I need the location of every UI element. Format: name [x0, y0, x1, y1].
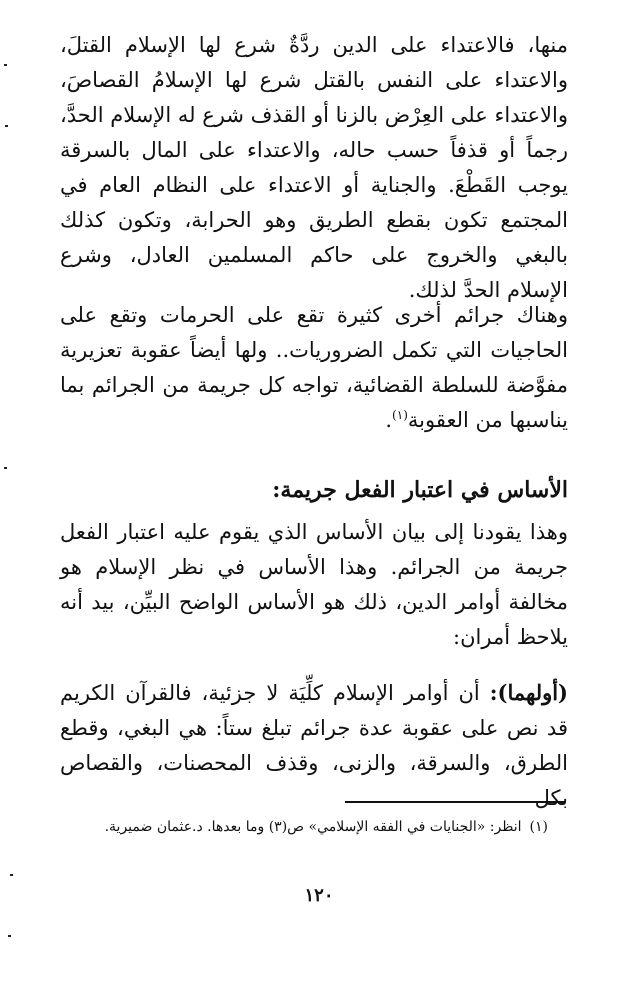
footnote-text: انظر: «الجنايات في الفقه الإسلامي» ص(٣) وما بعدها. د.عثمان ضميرية.	[104, 819, 522, 835]
paragraph-text-main: أن أوامر الإسلام كلِّيَة لا جزئية، فالقرآن الكريم قد نص على عقوبة عدة جرائم تبلغ ستاً: هي البغي، وقطع الطرق، والسرقة، والزنى، وقذف المحصنات، والقصاص بكل	[60, 681, 568, 810]
scan-speck	[4, 64, 7, 66]
paragraph-text	[60, 298, 568, 438]
footnote-number: (١)	[529, 819, 548, 835]
paragraph-text	[60, 675, 568, 816]
footnote-reference[interactable]: (١)	[392, 408, 408, 422]
body-paragraph-4	[60, 675, 568, 816]
scan-speck	[10, 874, 13, 876]
footnote-divider	[345, 801, 565, 803]
paragraph-text: منها، فالاعتداء على الدين ردَّةٌ شرع لها الإسلام القتلَ، والاعتداء على النفس بالقتل شرع لها الإسلامُ القصاصَ، والاعتداء على العِرْض بالزنا أو القذف شرع له الإسلام الحدَّ، رجماً أو قذفاً حسب حاله، والاعتداء على المال بالسرقة يوجب القَطْعَ. والجناية أو الاعتداء على النظام العام في المجتمع تكون بقطع الطريق وهو الحرابة، وتكون كذلك بالبغي والخروج على حاكم المسلمين العادل، وشرع الإسلام الحدَّ لذلك.	[60, 33, 568, 302]
body-paragraph-3	[60, 515, 568, 655]
body-paragraph-2	[60, 298, 568, 438]
scan-speck	[5, 125, 8, 127]
section-heading: الأساس في اعتبار الفعل جريمة:	[272, 477, 568, 503]
paragraph-text-main: وهناك جرائم أخرى كثيرة تقع على الحرمات وتقع على الحاجيات التي تكمل الضروريات.. ولها أيضاً عقوبة تعزيرية مفوَّضة للسلطة القضائية، تواجه كل جريمة من الجرائم بما يناسبها من العقوبة	[60, 303, 568, 432]
paragraph-lead: (أولهما):	[489, 680, 568, 705]
page-number: ١٢٠	[304, 885, 334, 906]
scan-speck	[8, 935, 11, 937]
body-paragraph-1	[60, 28, 568, 308]
paragraph-text: وهذا يقودنا إلى بيان الأساس الذي يقوم عليه اعتبار الفعل جريمة من الجرائم. وهذا الأساس في نظر الإسلام هو مخالفة أوامر الدين، ذلك هو الأساس الواضح البيِّن، بيد أنه يلاحظ أمران:	[60, 520, 568, 649]
paragraph-end-punct: .	[385, 408, 393, 432]
scan-speck	[4, 467, 7, 469]
footnote	[60, 815, 548, 840]
